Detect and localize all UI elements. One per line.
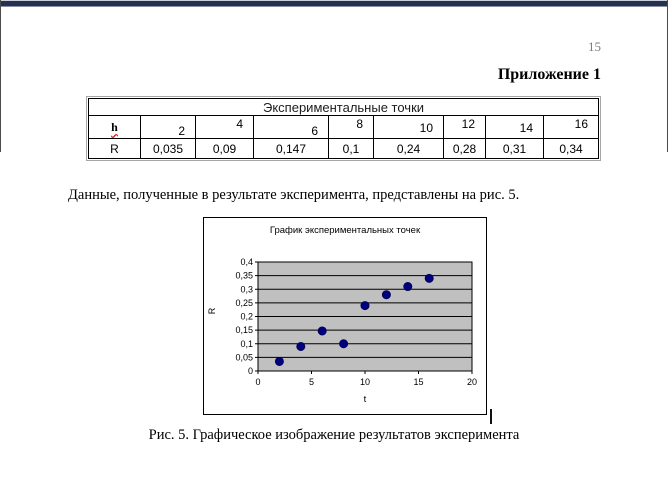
table-cell[interactable]: 6: [254, 116, 329, 139]
y-tick-label: 0,3: [240, 284, 253, 295]
data-point: [318, 327, 326, 335]
y-tick-label: 0,1: [240, 338, 253, 349]
experiment-table: [86, 96, 601, 161]
table-cell[interactable]: 10: [374, 116, 444, 139]
table-row-r: [89, 139, 599, 159]
y-tick-label: 0,05: [235, 352, 253, 363]
table-cell[interactable]: 14: [486, 116, 544, 139]
y-tick-label: 0,15: [235, 325, 253, 336]
y-tick-label: 0,2: [240, 311, 253, 322]
x-tick-label: 20: [466, 377, 478, 387]
text-cursor: [490, 409, 492, 424]
table-cell[interactable]: 16: [544, 116, 599, 139]
table-title-row: [89, 99, 599, 116]
figure-caption[interactable]: Рис. 5. Графическое изображение результатов эксперимента: [148, 427, 520, 443]
data-point: [297, 342, 305, 350]
window-top-edge: [0, 0, 668, 7]
x-tick-label: 10: [359, 377, 371, 387]
table-cell[interactable]: 12: [444, 116, 486, 139]
data-point: [340, 340, 348, 348]
x-tick-label: 5: [308, 377, 315, 387]
row-h-label[interactable]: h: [89, 116, 141, 139]
data-point: [404, 283, 412, 291]
table-cell[interactable]: 4: [196, 116, 254, 139]
y-tick-label: 0,4: [240, 257, 253, 267]
y-axis-title: R: [207, 307, 217, 315]
table-cell[interactable]: 2: [141, 116, 196, 139]
table-cell[interactable]: 0,28: [444, 139, 486, 159]
window-left-edge: [0, 0, 1, 152]
row-r-label[interactable]: R: [89, 139, 141, 159]
data-point: [425, 274, 433, 282]
scatter-plot-area: [204, 218, 488, 416]
embedded-chart-object[interactable]: [203, 217, 487, 415]
body-paragraph[interactable]: Данные, полученные в результате эксперимента, представлены на рис. 5.: [68, 187, 520, 203]
appendix-heading[interactable]: Приложение 1: [497, 66, 601, 83]
table-cell[interactable]: 0,035: [141, 139, 196, 159]
table-cell[interactable]: 0,147: [254, 139, 329, 159]
x-tick-label: 15: [413, 377, 424, 387]
x-axis-title: t: [363, 394, 367, 405]
table-cell[interactable]: 0,24: [374, 139, 444, 159]
chart-title: График экспериментальных точек: [269, 225, 421, 236]
y-tick-label: 0: [247, 366, 253, 376]
page-number: 15: [588, 39, 601, 54]
y-tick-label: 0,35: [235, 270, 253, 281]
data-point: [275, 357, 283, 365]
table-row-h: [89, 116, 599, 139]
table-cell[interactable]: 0,09: [196, 139, 254, 159]
y-tick-label: 0,25: [235, 297, 253, 308]
data-point: [361, 302, 369, 310]
table-cell[interactable]: 0,31: [486, 139, 544, 159]
table-cell[interactable]: 0,1: [329, 139, 374, 159]
table-cell[interactable]: 8: [329, 116, 374, 139]
table-cell[interactable]: 0,34: [544, 139, 599, 159]
table-title[interactable]: Экспериментальные точки: [89, 99, 599, 116]
x-tick-label: 0: [255, 377, 261, 387]
data-point: [382, 291, 390, 299]
